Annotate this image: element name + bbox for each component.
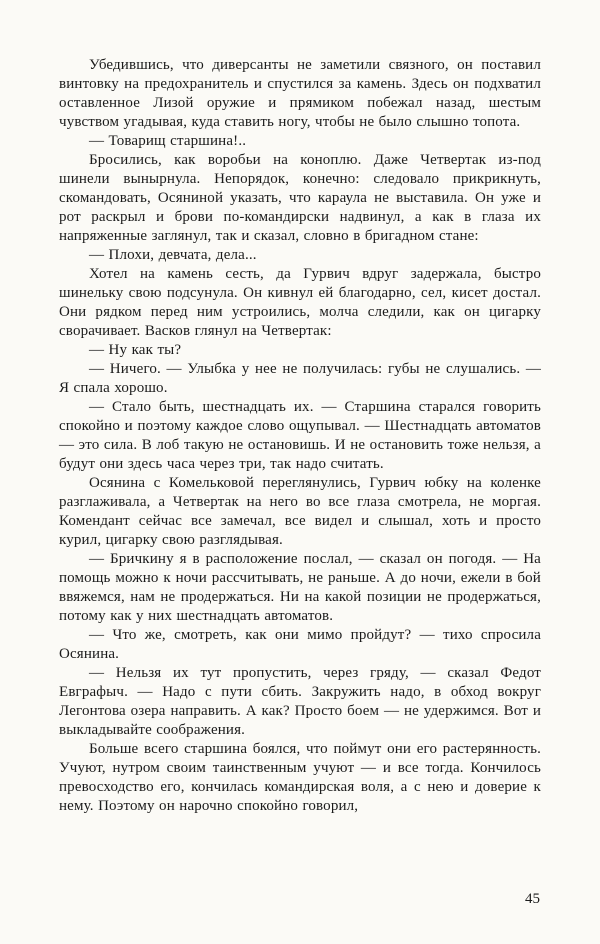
paragraph: — Что же, смотреть, как они мимо пройдут? — тихо спросила Осянина.: [59, 627, 541, 662]
text-block: [59, 56, 541, 816]
paragraph: — Нельзя их тут пропустить, через гряду, — сказал Федот Евграфыч. — Надо с пути сбить. Закружить надо, в обход вокруг Легонтова озера направить. А как? Просто боем — не удержимся. Вот и выкладывайте соображения.: [59, 665, 541, 738]
page-number: 45: [525, 891, 540, 907]
paragraph: Осянина с Комельковой переглянулись, Гурвич юбку на коленке разглаживала, а Четвертак на него во все глаза смотрела, не моргая. Комендант сейчас все замечал, все видел и слышал, хоть и просто курил, цигарку свою разглядывая.: [59, 475, 541, 548]
paragraph: Хотел на камень сесть, да Гурвич вдруг задержала, быстро шинельку свою подсунула. Он кивнул ей благодарно, сел, кисет достал. Они рядком перед ним устроились, молча следили, как он цигарку сворачивает. Васков глянул на Четвертак:: [59, 266, 541, 339]
paragraph: Бросились, как воробьи на коноплю. Даже Четвертак из-под шинели вынырнула. Непорядок, конечно: следовало прикрикнуть, скомандовать, Осяниной указать, что караула не выставила. Он уже и рот раскрыл и брови по-командирски надвинул, а как в глаза их напряженные заглянул, так и сказал, словно в бригадном стане:: [59, 152, 541, 244]
paragraph: — Ничего. — Улыбка у нее не получилась: губы не слушались. — Я спала хорошо.: [59, 361, 541, 396]
paragraph: — Плохи, девчата, дела...: [89, 247, 257, 263]
paragraph: Больше всего старшина боялся, что поймут они его растерянность. Учуют, нутром своим таинственным учуют — и все тогда. Кончилось превосходство его, кончилась командирская воля, а с нею и доверие к нему. Поэтому он нарочно спокойно говорил,: [59, 741, 541, 814]
paragraph: — Товарищ старшина!..: [89, 133, 247, 149]
paragraph: — Бричкину я в расположение послал, — сказал он погодя. — На помощь можно к ночи рассчитывать, не раньше. А до ночи, ежели в бой ввяжемся, нам не продержаться. Ни на какой позиции не продержаться, потому как у них шестнадцать автоматов.: [59, 551, 541, 624]
paragraph: — Стало быть, шестнадцать их. — Старшина старался говорить спокойно и поэтому каждое слово ощупывал. — Шестнадцать автоматов — это сила. В лоб такую не остановишь. И не остановить тоже нельзя, а будут они здесь часа через три, так надо считать.: [59, 399, 541, 472]
paragraph: — Ну как ты?: [89, 342, 182, 358]
paragraph: Убедившись, что диверсанты не заметили связного, он поставил винтовку на предохранитель и спустился за камень. Здесь он подхватил оставленное Лизой оружие и прямиком побежал назад, шестым чувством угадывая, куда ставить ногу, чтобы не было слышно топота.: [59, 57, 541, 130]
